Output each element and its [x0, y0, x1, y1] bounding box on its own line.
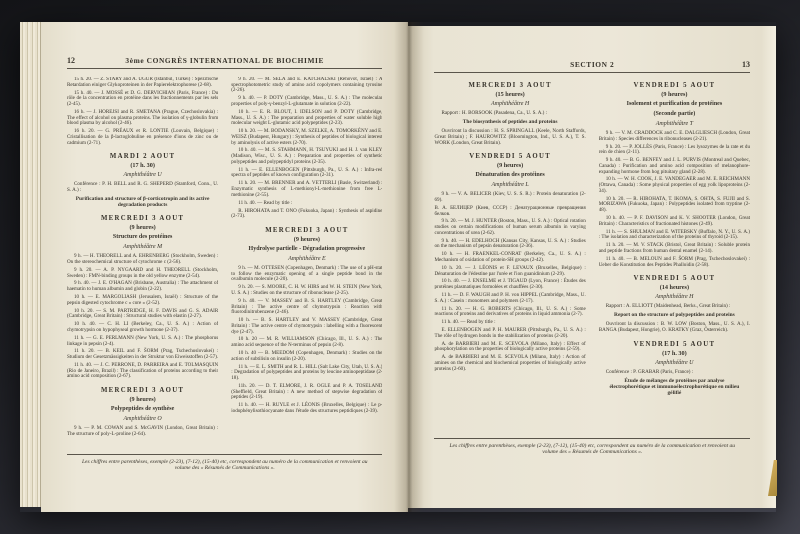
programme-entry: 9 h. — V. M. CRADDOCK and C. E. DALGLIESCH (London, Great Britain) : Species differences in ribonucleases (2-21).	[598, 130, 750, 142]
programme-entry: 10 h. — W. H. COOK, J. E. VANDEGAER and M. E. REICHMANN (Ottawa, Canada) : Some physical properties of egg yolk lipoproteins (2-34).	[598, 176, 750, 194]
page-body	[434, 81, 750, 434]
programme-entry: 9 h. 40. — H. EDELHOCH (Kansas City, Kansas, U. S. A.) : Studies on the mechanism of pepsin denaturation (2-36).	[434, 237, 586, 250]
programme-entry: 11 h. 20. — H. G. ROBERTS (Chicago, Ill., U. S. A.) : Some reactions of proteins and derivatives of proteins in liquid ammonia (2-7).	[434, 305, 586, 318]
programme-entry: 9 h. 20. — M. J. HUNTER (Boston, Mass., U. S. A.) : Optical rotation studies on certain modifications of human serum albumin in varying concentrations of urea (2-62).	[434, 218, 586, 236]
programme-entry: 11 h. — S. SHULMAN and E. WITEBSKY (Buffalo, N. Y., U. S. A.) : The isolation and characterization of the proteins of thyroid (2-15).	[598, 228, 750, 241]
page-header	[434, 60, 750, 73]
time-heading: (14 heures)	[659, 284, 690, 292]
programme-entry: 10 h. 20. — R. HIROHATA, T. IKOMA, S. OHTA, S. FUJII and S. MORIZAWA (Fukuoka, Japan) : Polypeptides isolated from tryptine (2-48).	[598, 195, 750, 214]
amphitheatre-label: Amphithéâtre U	[655, 359, 694, 366]
page-column	[67, 77, 218, 450]
lecture-title: Report on the structure of polypeptides and proteins	[614, 312, 735, 319]
programme-entry: 11 h. 20. — M. V. STACK (Bristol, Great Britain) : Soluble protein and peptide fractions from human dental enamel (2-14).	[598, 242, 750, 254]
page-header	[67, 56, 383, 69]
programme-entry: 9 h. — P. M. COWAN and S. McGAVIN (London, Great Britain) : The structure of poly-L-proline (2-64).	[66, 425, 219, 437]
programme-entry: 10 h. — B. S. HARTLEY and V. MASSEY (Cambridge, Great Britain) : The active centre of chymotrypsin : labelling with a fluorescent dye (2-47).	[231, 317, 383, 335]
programme-entry: Ouvriront la discussion : B. W. LOW (Boston, Mass., U. S. A.), I. BANGA (Budapest, Hongrie), O. KRATKY (Graz, Österreich).	[598, 321, 750, 334]
page-number: 12	[66, 56, 75, 65]
footnote: Les chiffres entre parenthèses, exemple (2-23), (7-12), (15-40) etc, correspondent au numéro de la communication et renvoient au volume des « Résumés de Communications ».	[67, 454, 383, 472]
programme-entry: 9 h. — M. OTTESEN (Copenhagen, Denmark) : The use of a pH-stat to follow the enzymatic opening of a single peptide bond in the ovalbumin molecule (2-20).	[231, 264, 383, 283]
time-heading: (9 heures)	[293, 235, 320, 243]
lecture-title: The biosynthesis of peptides and proteins	[462, 118, 558, 125]
programme-entry: E. ELLENBOGEN and P. H. MAURER (Pittsburgh, Pa., U. S. A.) : The rôle of hydrogen bonds in the stabilization of proteins (2-20).	[434, 327, 586, 339]
session-title: Isolement et purification de protéines	[626, 101, 723, 107]
amphitheatre-label: Amphithéâtre O	[123, 416, 162, 423]
programme-entry: 11 h. 40. — B. MELOUN and F. ŠORM (Prag, Tschechoslovakei) : Ueber die Konstitution des Peptides Phalloidin (2-58).	[598, 255, 750, 268]
programme-entry: 10 h. 40. — C. H. LI (Berkeley, Ca., U. S. A.) : Action of chymotrypsin on hypophyseal growth hormone (2-37).	[66, 321, 219, 333]
amphitheatre-label: Amphithéâtre U	[123, 172, 162, 179]
amphitheatre-label: Amphithéâtre H	[490, 101, 530, 107]
programme-entry: 10 h. 40 — B. MEEDOM (Copenhagen, Denmark) : Studies on the action of subtilisin on insulin (2-20).	[231, 350, 383, 362]
programme-entry: 11 h. 40. — Read by title :	[238, 199, 293, 206]
programme-entry: 10 h. 20. — J. LÉONIS et F. LEVAUX (Bruxelles, Belgique) : Dénaturation de l'édestine par l'urée et l'ion guanidinium (2-29).	[434, 264, 586, 277]
page-12	[41, 22, 409, 512]
programme-entry: 10 h. — E. R. BLOUT, I. IDELSON and P. DOTY (Cambridge, Mass., U. S. A.) : The preparation and properties of water soluble high molecular weight L-glutamic acid polypeptides (2-23).	[231, 108, 383, 127]
page-13	[408, 26, 776, 508]
day-heading: VENDREDI 5 AOUT	[633, 340, 716, 348]
time-heading: (9 heures)	[129, 224, 156, 232]
day-heading: MARDI 2 AOUT	[109, 153, 176, 161]
day-heading: VENDREDI 5 AOUT	[633, 82, 716, 89]
programme-entry: A. de BARBIERI and M. E. SCEVOLA (Milano, Italy) : Effect of phosphorylation on the properties of biologically active proteins (2-59).	[434, 340, 586, 353]
programme-entry: 9 h. — H. THEORELL and A. EHRENBERG (Stockholm, Sweden) : On the stereochemical structure of cytochrome c (2-56).	[66, 253, 219, 265]
programme-entry: 9 h. 40. — P. DOTY (Cambridge, Mass., U. S. A.) : The molecular properties of poly-γ-benzyl-L-glutamate in solution (2-22).	[231, 95, 383, 107]
footnote: Les chiffres entre parenthèses, exemple (2-23), (7-12), (15-40) etc, correspondent au numéro de la communication et renvoient au volume des « Résumés de Communications ».	[434, 438, 750, 456]
time-heading: (9 heures)	[661, 91, 688, 98]
programme-entry: Conférence : P. GRABAR (Paris, France) :	[605, 368, 694, 375]
day-heading: MERCREDI 3 AOUT	[265, 226, 349, 234]
programme-entry: 16 h. 20. — G. PRÉAUX et R. LONTIE (Louvain, Belgique) : Cristallisation de la β-lactoglobuline en présence d'ions de zinc ou de cadmium (2-71).	[66, 128, 219, 146]
programme-entry: 10 h. — E. MARGOLIASH (Jerusalem, Israël) : Structure of the pepsin digested cytochrome c « core » (2-52).	[66, 294, 219, 306]
page-body	[67, 77, 383, 450]
programme-entry: 11 h. 20. — B. KEIL and F. ŠORM (Prag, Tschechoslovakei) : Studium der Gesetzmässigkeiten in der Struktur von Eiweisstoffen (2-57).	[66, 348, 219, 361]
programme-entry: 11 h. 40. — Read by title :	[441, 319, 496, 326]
programme-entry: 9 h. 40. — B. G. BENFEY and J. L. PURVIS (Montreal and Quebec, Canada) : Purification and amino acid composition of melanophore-expanding hormone from hog pituitary gland (2-28).	[598, 157, 750, 175]
session-title: Structure des protéines	[112, 234, 173, 241]
programme-entry: 11 h. 40. — H. RUYLE et J. LÉONIS (Bruxelles, Belgique) : Le p-iodophénylisothiocyanate dans l'étude des structures peptidiques (2-39).	[231, 402, 383, 414]
amphitheatre-label: Amphithéâtre T	[655, 121, 694, 127]
time-heading: (9 heures)	[129, 396, 156, 404]
page-number: 13	[742, 60, 750, 69]
programme-entry: Rapport : A. ELLIOTT (Maidenhead, Berks., Great Britain) :	[605, 303, 731, 310]
running-title: SECTION 2	[570, 60, 615, 69]
time-heading: (15 heures)	[495, 91, 525, 98]
session-title: Polypeptides de synthèse	[110, 406, 175, 413]
programme-entry: 10 h. 20. — M. BODANSKY, M. SZELKE, A. TOMORKÉNY and E. WEISZ (Budapest, Hungary) : Synthesis of peptides of biological interest by aminolysis of active esters (2-70).	[231, 128, 383, 146]
programme-entry: A. de BARBIERI and M. E. SCEVOLA (Milano, Italy) : Action of amines on the chemical and biochemical properties of biologically active proteins (2-60).	[434, 354, 586, 372]
programme-entry: 9 h. 20. — P. JOLLÈS (Paris, France) : Les lysozymes de la rate et du rein de chien (2-11).	[598, 143, 750, 156]
page-stack-edge	[20, 22, 41, 507]
programme-entry: 15 h. 40. — J. MOSSÉ et D. G. DERVICHIAN (Paris, France) : Du rôle de la concentration en protéine dans les fractionnements par les sels (2-45).	[66, 89, 219, 107]
amphitheatre-label: Amphithéâtre L	[491, 182, 529, 189]
programme-entry: 11 h. — D. F. WAUGH and P. H. von HIPPEL (Cambridge, Mass., U. S. A.) : Casein : monomers and polymers (2-17).	[434, 292, 586, 304]
programme-entry: 11 h. — E. L. SMITH and R. L. HILL (Salt Lake City, Utah, U. S. A.) : Degradation of polypeptides and proteins by leucine aminopeptidase (2-18).	[231, 363, 383, 382]
day-heading: MERCREDI 3 AOUT	[468, 82, 552, 89]
programme-entry: R. HIROHATA and T. ONO (Fukuoka, Japan) : Synthesis of aspidine (2-73).	[231, 207, 383, 220]
day-heading: MERCREDI 3 AOUT	[100, 215, 185, 223]
programme-entry: 10 h. 40. — M. S. STAHMANN, H. TSUYUKI and H. J. van KLEY (Madison, Wisc., U. S. A.) : Preparation and properties of synthetic polypeptides and polypeptidyl proteins (2-35).	[231, 147, 383, 165]
programme-entry: 11h. 20. — D. T. ELMORE, J. R. OGLE and P. A. TOSELAND (Sheffield, Great Britain) : A new method of stepwise degradation of peptides (2-19).	[231, 382, 383, 401]
time-heading: (17 h. 30)	[662, 349, 687, 357]
programme-entry: 10 h. 40. — P. F. DAVISON and K. V. SHOOTER (London, Great Britain) : Characteristics of fractionated histones (2-49).	[598, 215, 750, 227]
book-spread	[20, 22, 776, 512]
lecture-title: Purification and structure of β-corticotropin and its active degradation products	[75, 195, 210, 209]
programme-entry: Conférence : P. H. BELL and R. G. SHEPERD (Stamford, Conn., U. S. A.) :	[66, 181, 219, 193]
programme-entry: 15 h. 20. — Z. STARY and A. UGUR (Istanbul, Türkei) : Spezifische Retardation einiger Glykoproteinen in der Papierelektrophorese (2-68).	[66, 77, 219, 88]
programme-entry: 10 h. 40. — J. ENSELME et J. TIGAUD (Lyon, France) : Études des protéines plasmatiques formolées et chauffées (2-30).	[434, 278, 586, 291]
running-title: 3ème CONGRÈS INTERNATIONAL DE BIOCHIMIE	[125, 56, 325, 65]
programme-entry: 16 h. — J. HOREJSI and R. SMETANA (Prague, Czechoslovakia) : The effect of alcohol on plasma proteins. The isolation of γ-globulin from blood plasma by alcohol (2-46).	[66, 108, 219, 127]
amphitheatre-label: Amphithéâtre M	[123, 244, 163, 251]
lecture-title: Étude de mélanges de protéines par analyse électrophorétique et immunoélectrophorétique en milieu gélifié	[609, 377, 740, 397]
programme-entry: 10 h. 20 — M. R. WILLIAMSON (Chicago, Ill., U. S. A.) : The amino acid sequence of the N-terminus of pepsin (2-8).	[231, 336, 383, 349]
session-title: Dénaturation des protéines	[475, 172, 545, 179]
programme-entry: 10 h. — H. FRAENKEL-CONRAT (Berkeley, Ca., U. S. A.) : Mechanism of oxidation of protein-SH groups (2-42).	[434, 251, 586, 263]
programme-entry: 9 h. — V. A. BELICER (Kiev, U. S. S. R.) : Protein denaturation (2-69).	[434, 191, 586, 203]
session-title: Hydrolyse partielle - Dégradation progressive	[248, 245, 366, 252]
time-heading: (17 h. 30)	[130, 162, 155, 170]
programme-entry: 9 h. 20. — A. P. NYGAARD and H. THEORELL (Stockholm, Sweden) : FMN-binding groups in the old yellow enzyme (2-54).	[66, 266, 219, 279]
day-heading: VENDREDI 5 AOUT	[469, 153, 552, 161]
amphitheatre-label: Amphithéâtre E	[288, 255, 326, 262]
amphitheatre-label: Amphithéâtre H	[655, 294, 694, 301]
programme-entry: 9 h. 20. — M. SELA and E. KATCHALSKI (Rehovot, Israël) : A spectrophotometric study of amino acid copolymers containing tyrosine (2-26).	[231, 77, 383, 94]
programme-entry: 11 h. — G. E. PERLMANN (New York, U. S. A.) : The phosphorus linkage in pepsin (2-4).	[66, 334, 219, 347]
programme-entry: 11 h. 40. — J. C. PERRONE, D. PARREIRA and E. TOLMASQUIN (Rio de Janeiro, Brazil) : The classification of proteins according to their amino acid composition (2-67).	[66, 362, 219, 380]
programme-entry: 11 h. — E. ELLENBOGEN (Pittsburgh, Pa., U. S. A.) : Infra-red spectra of peptides of known configuration (2-31).	[231, 166, 383, 179]
day-heading: VENDREDI 5 AOUT	[633, 275, 716, 283]
page-column	[231, 77, 382, 450]
page-corner-curl	[768, 460, 777, 496]
programme-entry: 10 h. 20. — S. M. PARTRIDGE, H. F. DAVIS and G. S. ADAIR (Cambridge, Great Britain) : Structural studies with elastin (2-27).	[66, 307, 219, 320]
programme-entry: 11 h. 20. — M. BRENNER and A. VETTERLI (Basle, Switzerland) : Enzymatic synthesis of L-methionyl-L-methionine from free L-methionine (2-55).	[231, 180, 383, 198]
page-column	[599, 81, 750, 434]
time-heading: (9 heures)	[497, 162, 524, 170]
programme-entry-russian: В. А. БЕЛИЦЕР (Киев, СССР) : Денатурационные превращения белков.	[434, 204, 586, 217]
programme-entry: Rapport : H. BORSOOK (Pasadena, Ca., U. S. A.) :	[441, 110, 548, 116]
programme-entry: Ouvriront la discussion : H. S. SPRINGALL (Keele, North Staffords, Great Britain) ; F. HAUROWITZ (Bloomington, Ind., U. S. A.), T. S. WORK (London, Great Britain).	[434, 128, 586, 146]
programme-entry: 9 h. 40. — V. MASSEY and B. S. HARTLEY (Cambridge, Great Britain) : The active centre of chymotrypsin : Reaction with fluorodinitrobenzene (2-46).	[231, 297, 383, 316]
programme-entry: 9 h. 20. — S. MOORE, C. H. W. HIRS and W. H. STEIN (New York, U. S. A.) : Studies on the structure of ribonuclease (2-25).	[231, 284, 383, 296]
session-title: (Seconde partie)	[653, 111, 696, 117]
page-column	[434, 81, 585, 434]
programme-entry: 9 h. 40. — J. E. O'HAGAN (Brisbane, Australia) : The attachment of haematin to human albumin and globin (2-22).	[66, 280, 219, 293]
day-heading: MERCREDI 3 AOUT	[100, 387, 185, 395]
